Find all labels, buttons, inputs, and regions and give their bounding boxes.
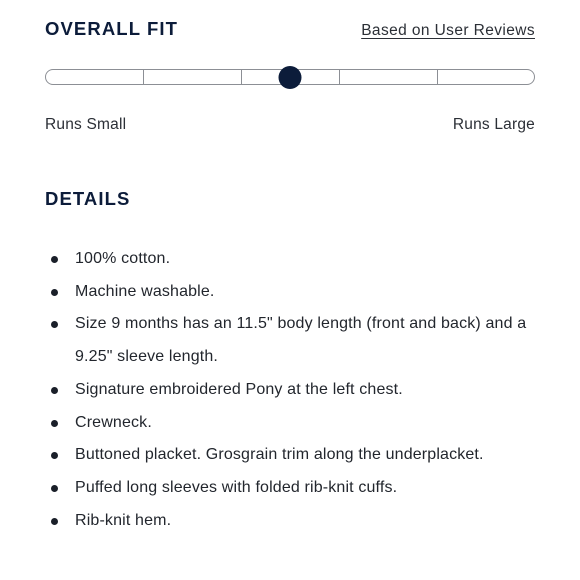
overall-fit-header [45, 18, 535, 44]
overall-fit-title: OVERALL FIT [45, 18, 179, 39]
fit-scale [45, 69, 535, 85]
details-item-text: Buttoned placket. Grosgrain trim along the underplacket. [75, 446, 484, 464]
details-item [45, 243, 535, 276]
fit-scale-tick [437, 70, 438, 84]
details-item [45, 308, 535, 373]
fit-scale-indicator [279, 66, 302, 89]
runs-small-label: Runs Small [45, 116, 127, 133]
bullet-icon [51, 452, 58, 459]
bullet-icon [51, 289, 58, 296]
details-item-text: 100% cotton. [75, 250, 171, 267]
runs-large-label: Runs Large [452, 116, 535, 133]
details-item-text: Crewneck. [75, 413, 152, 431]
details-item [45, 472, 535, 505]
bullet-icon [51, 256, 58, 263]
fit-scale-tick [339, 70, 340, 84]
details-item-text: Puffed long sleeves with folded rib-knit cuffs. [75, 478, 398, 496]
details-item-text: Machine washable. [75, 282, 215, 300]
details-item [45, 374, 535, 407]
details-item [45, 505, 535, 538]
details-item-text: Rib-knit hem. [75, 511, 172, 529]
details-list [45, 243, 535, 537]
details-item [45, 276, 535, 309]
user-reviews-link[interactable]: Based on User Reviews [361, 22, 535, 39]
details-item-text: Signature embroidered Pony at the left chest. [75, 380, 403, 398]
bullet-icon [51, 321, 58, 328]
bullet-icon [51, 485, 58, 492]
fit-scale-tick [241, 70, 242, 84]
details-item-text: Size 9 months has an 11.5" body length (front and back) and a 9.25" sleeve length. [75, 315, 527, 366]
fit-scale-labels [45, 116, 535, 134]
details-title: DETAILS [45, 188, 131, 209]
details-item [45, 407, 535, 440]
bullet-icon [51, 420, 58, 427]
bullet-icon [51, 518, 58, 525]
details-item [45, 439, 535, 472]
overall-fit-section [45, 18, 535, 133]
bullet-icon [51, 387, 58, 394]
fit-scale-tick [143, 70, 144, 84]
